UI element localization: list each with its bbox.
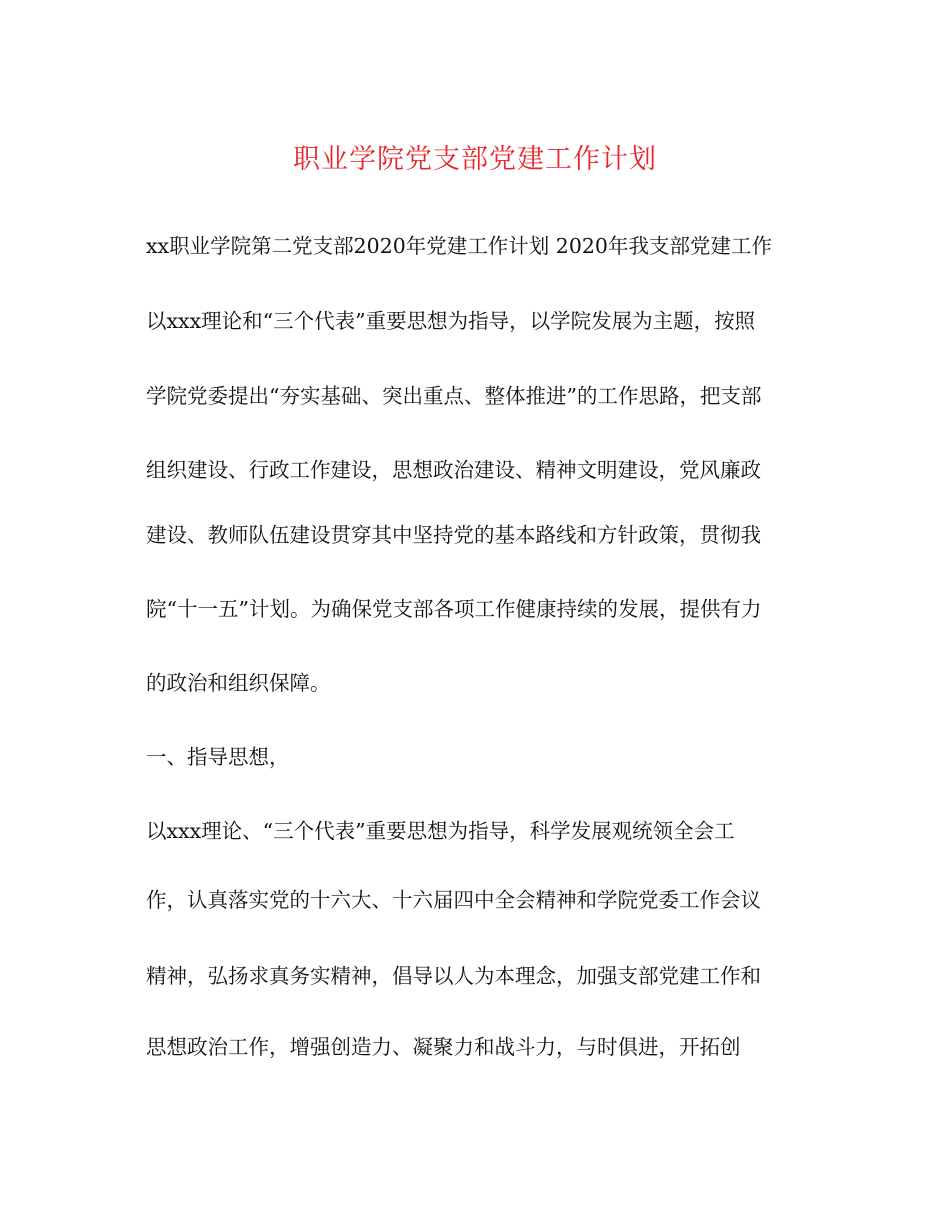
body-line-1: xx职业学院第二党支部2020年党建工作计划 2020年我支部党建工作	[146, 234, 772, 258]
body-line-4: 组织建设、行政工作建设，思想政治建设、精神文明建设，党风廉政	[146, 458, 761, 482]
body-line-12: 思想政治工作，增强创造力、凝聚力和战斗力，与时俱进，开拓创	[146, 1035, 741, 1059]
body-line-10: 作，认真落实党的十六大、十六届四中全会精神和学院党委工作会议	[146, 888, 761, 912]
body-line-6: 院“十一五”计划。为确保党支部各项工作健康持续的发展，提供有力	[146, 597, 762, 621]
document-title: 职业学院党支部党建工作计划	[293, 144, 657, 175]
body-line-7: 的政治和组织保障。	[146, 671, 331, 695]
body-line-11: 精神，弘扬求真务实精神，倡导以人为本理念，加强支部党建工作和	[146, 964, 761, 988]
body-line-3: 学院党委提出“夯实基础、突出重点、整体推进”的工作思路，把支部	[146, 384, 762, 408]
section-heading: 一、指导思想，	[146, 745, 290, 769]
body-line-5: 建设、教师队伍建设贯穿其中坚持党的基本路线和方针政策，贯彻我	[146, 523, 761, 547]
body-line-2: 以xxx理论和“三个代表”重要思想为指导，以学院发展为主题，按照	[146, 309, 756, 333]
body-line-9: 以xxx理论、“三个代表”重要思想为指导，科学发展观统领全会工	[146, 819, 735, 843]
